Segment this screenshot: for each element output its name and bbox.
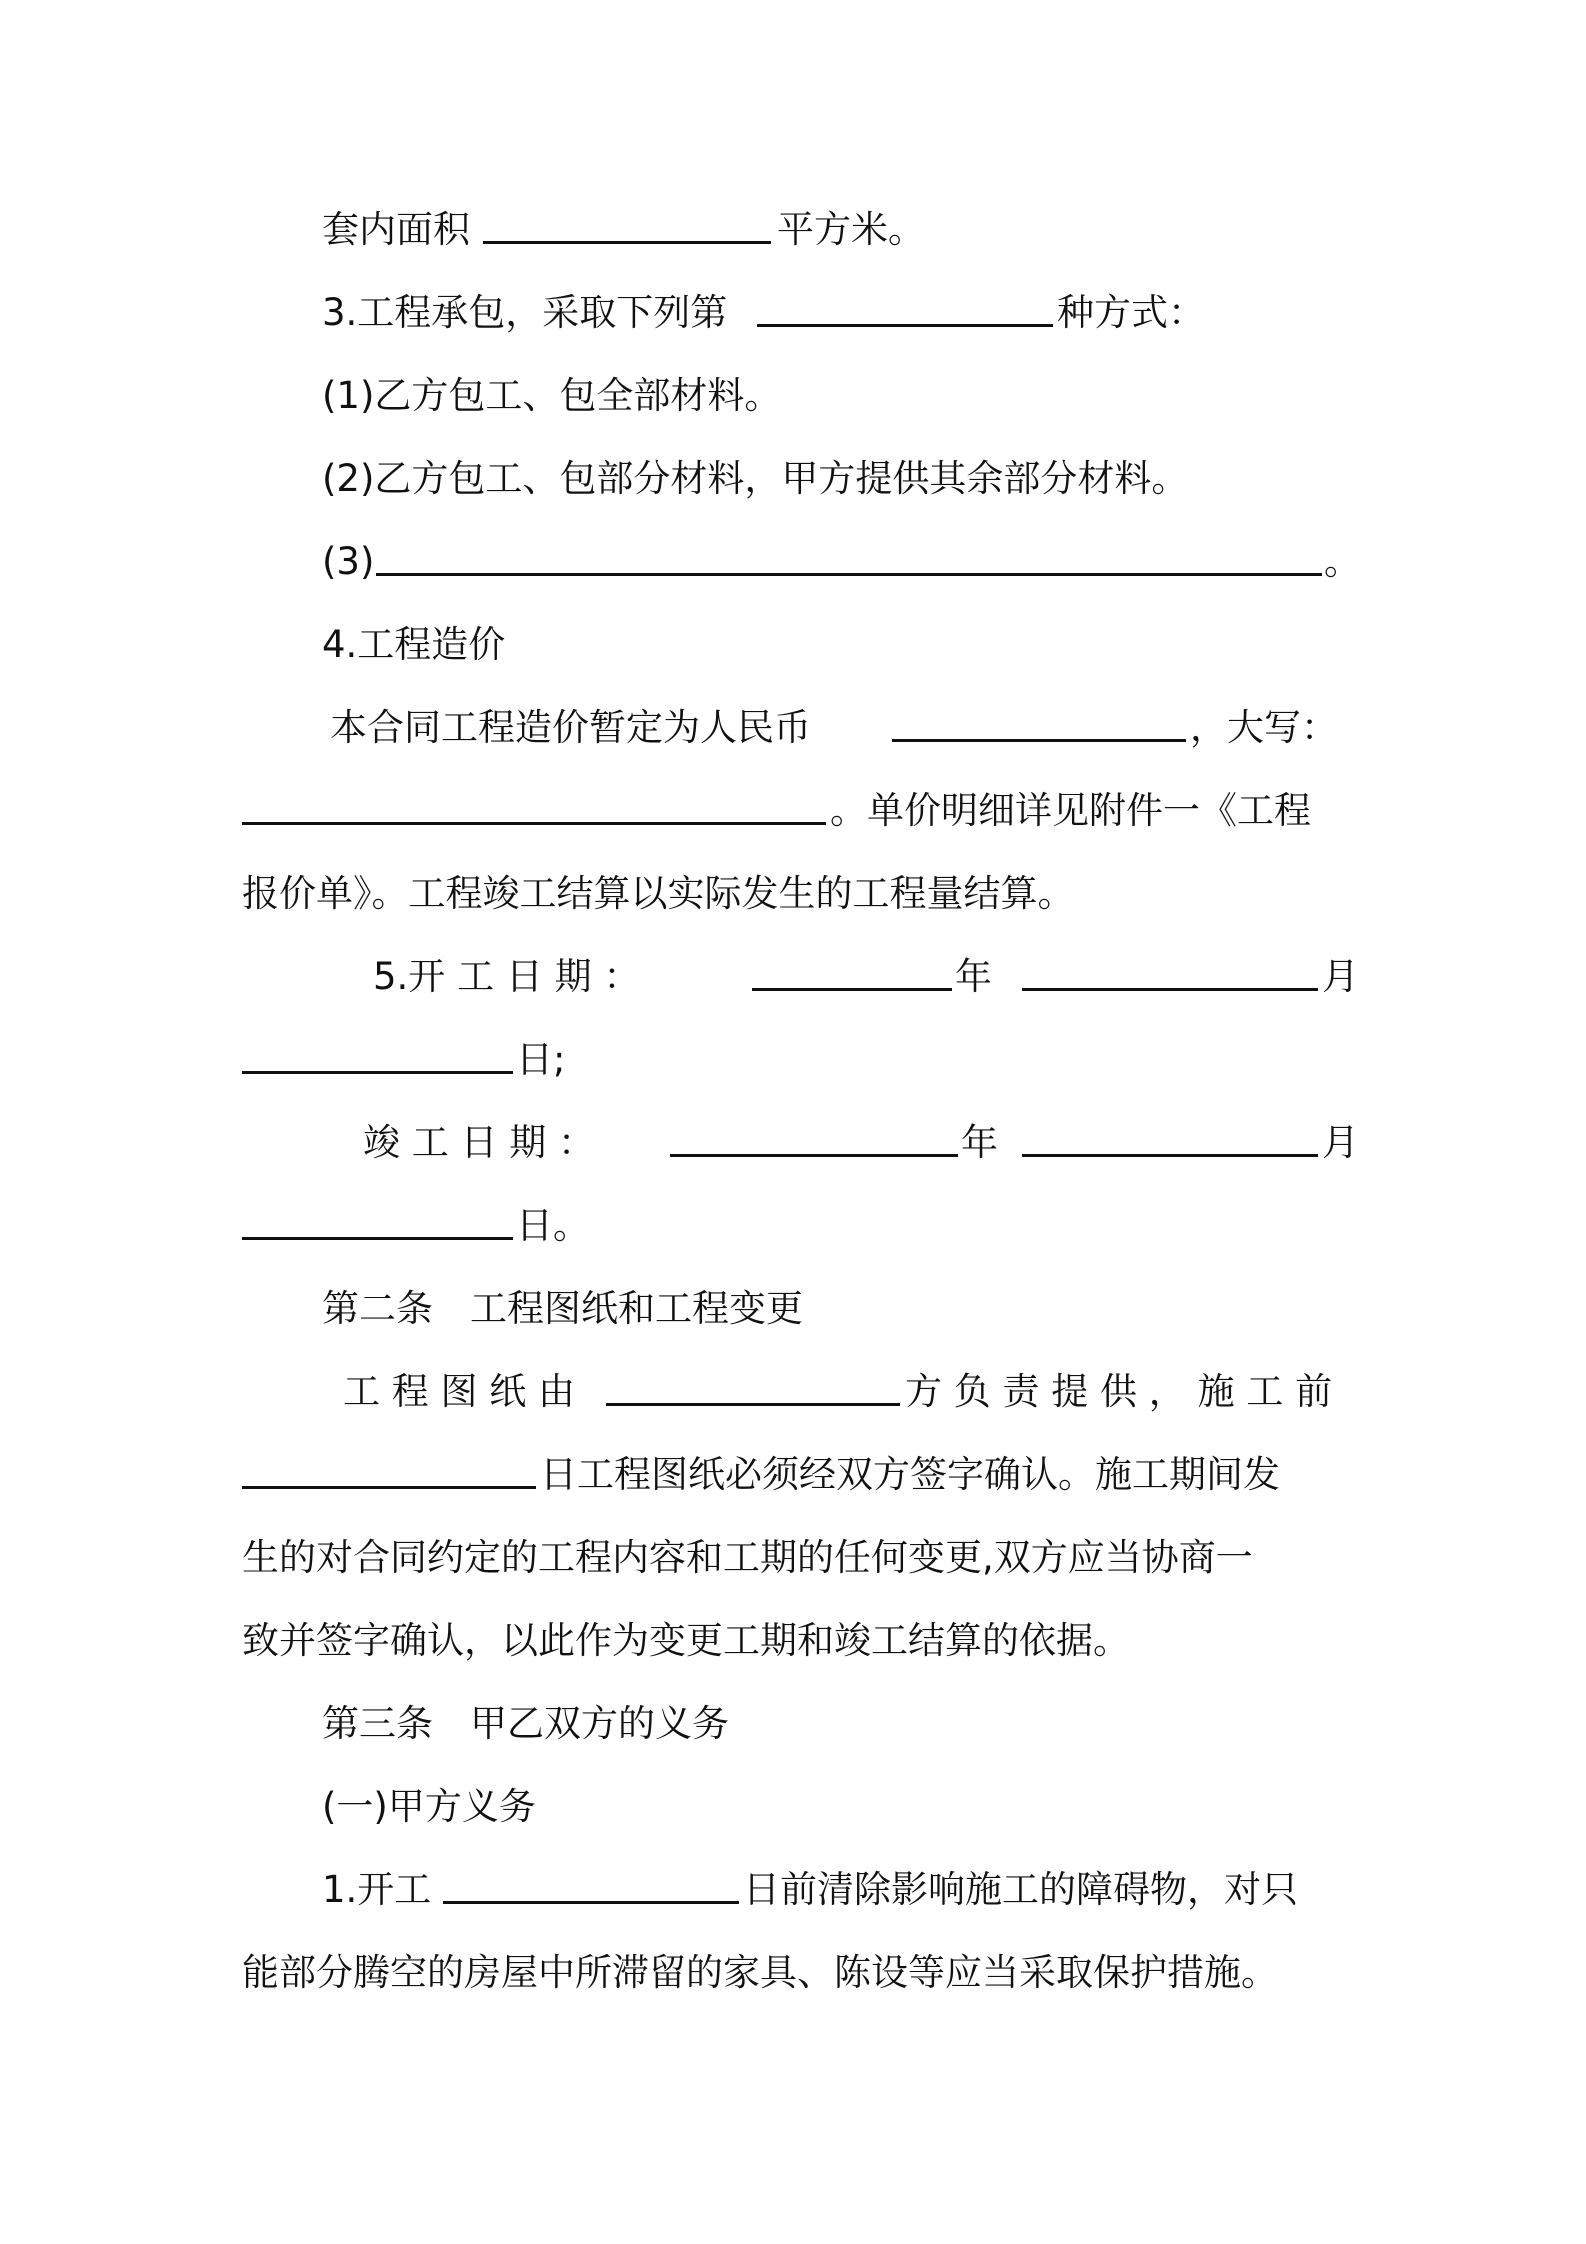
line-text: 工 程 图 纸 由: [343, 1370, 576, 1413]
line-drawings-1: [0, 1362, 1586, 1422]
fill-in-blank: [892, 739, 1186, 742]
line-start-date-2: [0, 1030, 1586, 1090]
fill-in-blank: [1022, 1154, 1318, 1157]
line-text: 日工程图纸必须经双方签字确认。施工期间发: [540, 1453, 1280, 1496]
line-text: 3.工程承包，采取下列第: [322, 291, 728, 334]
line-text: 第二条 工程图纸和工程变更: [322, 1287, 803, 1330]
fill-in-blank: [752, 988, 952, 991]
line-text: 本合同工程造价暂定为人民币: [330, 706, 811, 749]
line-text: 年: [955, 955, 992, 998]
fill-in-blank: [242, 1071, 513, 1074]
line-text: 。单价明细详见附件一《工程: [830, 789, 1311, 832]
line-end-date-1: [0, 1113, 1586, 1173]
fill-in-blank: [242, 1237, 513, 1240]
line-text: 生的对合同约定的工程内容和工期的任何变更,双方应当协商一: [242, 1536, 1253, 1579]
line-end-date-2: [0, 1196, 1586, 1256]
line-text: 方 负 责 提 供 ， 施 工 前: [905, 1370, 1333, 1413]
line-text: (1)乙方包工、包全部材料。: [322, 374, 782, 417]
line-text: 能部分腾空的房屋中所滞留的家具、陈设等应当采取保护措施。: [242, 1951, 1278, 1994]
line-cost-1: [0, 698, 1586, 758]
line-text: 月: [1322, 1121, 1359, 1164]
fill-in-blank: [242, 1486, 536, 1489]
line-text: 4.工程造价: [322, 623, 506, 666]
line-text: 月: [1322, 955, 1359, 998]
fill-in-blank: [483, 241, 771, 244]
line-text: 。: [1324, 540, 1361, 583]
line-party-a-2: [0, 1943, 1586, 2003]
line-text: 套内面积: [322, 208, 470, 251]
line-text: 1.开工: [322, 1868, 432, 1911]
line-text: 日前清除影响施工的障碍物，对只: [743, 1868, 1298, 1911]
line-cost-3: [0, 864, 1586, 924]
line-text: (3): [322, 540, 375, 583]
line-text: 日;: [516, 1038, 566, 1081]
line-drawings-3: [0, 1528, 1586, 1588]
line-article-3-heading: [0, 1694, 1586, 1754]
line-text: 致并签字确认，以此作为变更工期和竣工结算的依据。: [242, 1619, 1130, 1662]
line-text: 种方式：: [1057, 291, 1205, 334]
line-option-3: [0, 532, 1586, 592]
line-suite-area: [0, 200, 1586, 260]
line-text: 日。: [516, 1204, 590, 1247]
line-cost-2: [0, 781, 1586, 841]
line-text: 竣 工 日 期 ：: [363, 1121, 596, 1164]
line-article-2-heading: [0, 1279, 1586, 1339]
fill-in-blank: [757, 324, 1053, 327]
line-option-1: [0, 366, 1586, 426]
line-text: 平方米。: [777, 208, 925, 251]
line-text: 年: [961, 1121, 998, 1164]
fill-in-blank: [242, 822, 826, 825]
line-text: (一)甲方义务: [322, 1785, 536, 1828]
line-text: (2)乙方包工、包部分材料，甲方提供其余部分材料。: [322, 457, 1189, 500]
line-option-2: [0, 449, 1586, 509]
line-contract-mode: [0, 283, 1586, 343]
line-drawings-4: [0, 1611, 1586, 1671]
line-heading-cost: [0, 615, 1586, 675]
fill-in-blank: [606, 1403, 900, 1406]
line-text: 报价单》。工程竣工结算以实际发生的工程量结算。: [242, 872, 1075, 915]
line-drawings-2: [0, 1445, 1586, 1505]
line-start-date-1: [0, 947, 1586, 1007]
fill-in-blank: [443, 1901, 739, 1904]
fill-in-blank: [376, 573, 1322, 576]
line-party-a-1: [0, 1860, 1586, 1920]
line-text: 5.开 工 日 期 ：: [373, 955, 641, 998]
line-text: ，大写：: [1190, 706, 1338, 749]
fill-in-blank: [1022, 988, 1318, 991]
fill-in-blank: [670, 1154, 958, 1157]
line-text: 第三条 甲乙双方的义务: [322, 1702, 729, 1745]
line-party-a-heading: [0, 1777, 1586, 1837]
